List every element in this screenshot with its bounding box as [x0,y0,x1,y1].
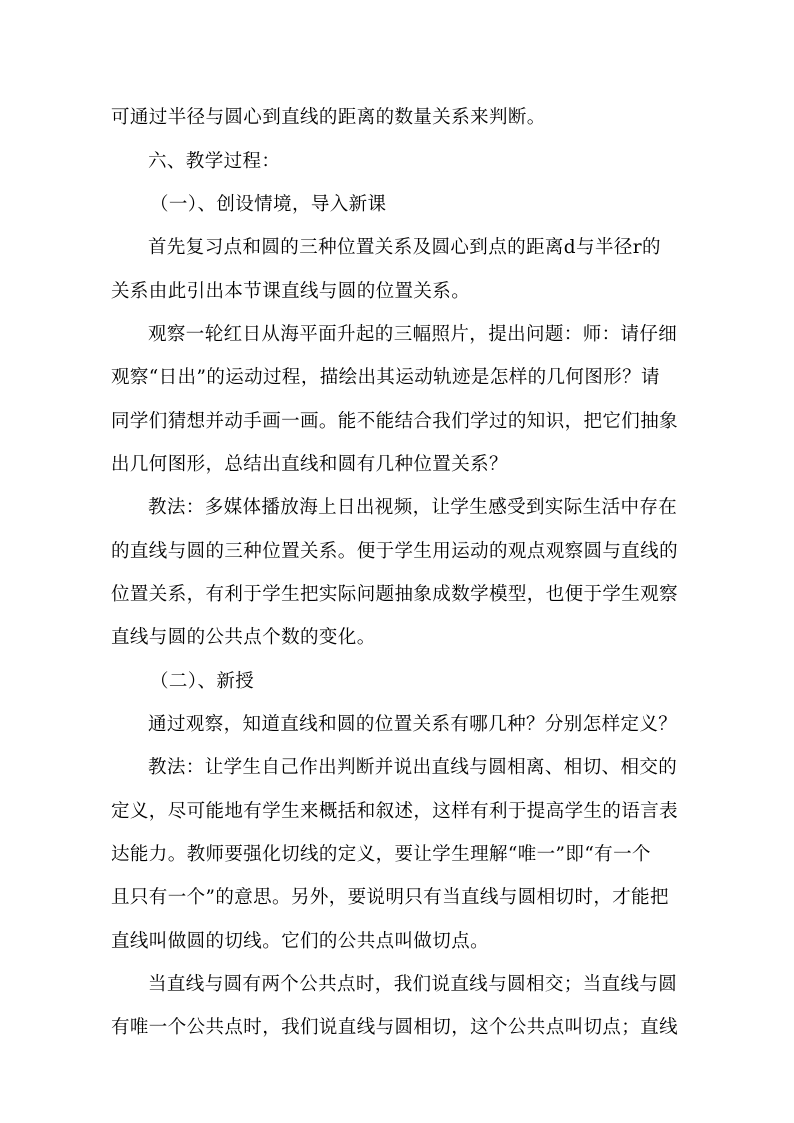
subsection-heading: （二）、新授 [150,671,255,692]
paragraph-line: 定义，尽可能地有学生来概括和叙述，这样有利于提高学生的语言表 [111,801,679,822]
paragraph-line: 直线叫做圆的切线。它们的公共点叫做切点。 [111,931,490,952]
paragraph-line: 通过观察，知道直线和圆的位置关系有哪几种？分别怎样定义？ [148,714,678,735]
section-heading: 六、教学过程： [148,151,281,172]
paragraph-line: 教法：多媒体播放海上日出视频，让学生感受到实际生活中存在 [148,497,678,518]
paragraph-line: 直线与圆的公共点个数的变化。 [111,627,376,648]
paragraph-line: 观察“日出”的运动过程，描绘出其运动轨迹是怎样的几何图形？请 [111,367,660,388]
paragraph-line: 且只有一个”的意思。另外，要说明只有当直线与圆相切时，才能把 [111,887,669,908]
paragraph-line: 关系由此引出本节课直线与圆的位置关系。 [111,281,471,302]
paragraph-line: 教法：让学生自己作出判断并说出直线与圆相离、相切、相交的 [148,757,678,778]
paragraph-line: 首先复习点和圆的三种位置关系及圆心到点的距离d与半径r的 [148,237,661,258]
paragraph-line: 达能力。教师要强化切线的定义，要让学生理解“唯一”即“有一个 [111,844,651,865]
paragraph-line: 有唯一个公共点时，我们说直线与圆相切，这个公共点叫切点；直线 [111,1017,679,1038]
paragraph-line: 可通过半径与圆心到直线的距离的数量关系来判断。 [111,107,546,128]
paragraph-line: 出几何图形，总结出直线和圆有几种位置关系？ [111,454,508,475]
paragraph-line: 观察一轮红日从海平面升起的三幅照片，提出问题：师：请仔细 [148,324,678,345]
subsection-heading: （一）、创设情境，导入新课 [150,194,387,215]
paragraph-line: 位置关系，有利于学生把实际问题抽象成数学模型，也便于学生观察 [111,584,679,605]
paragraph-line: 当直线与圆有两个公共点时，我们说直线与圆相交；当直线与圆 [148,974,678,995]
paragraph-line: 同学们猜想并动手画一画。能不能结合我们学过的知识，把它们抽象 [111,411,679,432]
paragraph-line: 的直线与圆的三种位置关系。便于学生用运动的观点观察圆与直线的 [111,541,679,562]
